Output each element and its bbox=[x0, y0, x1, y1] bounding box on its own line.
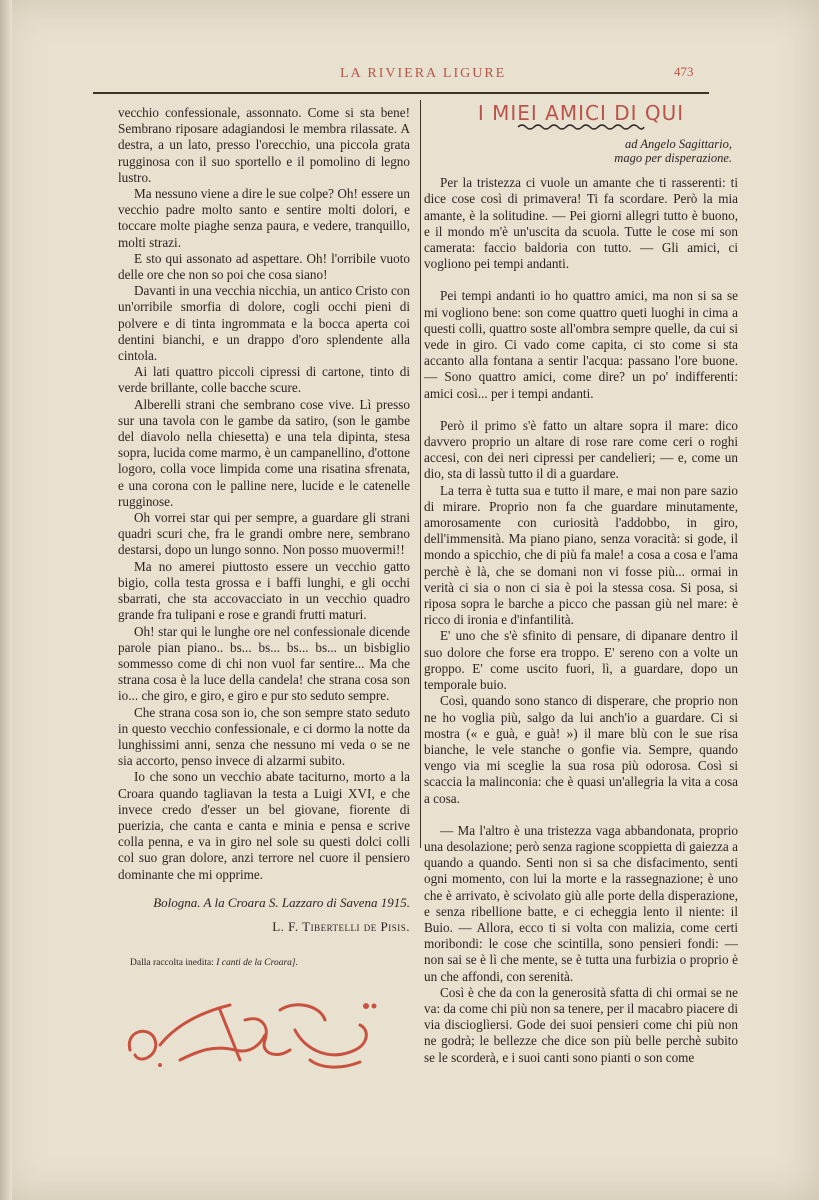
paragraph: Alberelli strani che sembrano cose vive. Lì presso sur una tavola con le gambe da satiro, (son le gambe del diavolo nella chiesetta) e una tela dipinta, stesa sopra, lucida come marmo, è un campanellino, d'ottone logoro, colla voce limpida come una risatina sfrenata, e una corona con le palline nere, lucide e le catenelle rugginose. bbox=[118, 396, 410, 509]
paragraph: Ma no amerei piuttosto essere un vecchio gatto bigio, colla testa grossa e i baffi lunghi, e gli occhi sbarrati, che sta accovacciato in un vecchio quadro grande fra tulipani e rose e grandi frutti maturi. bbox=[118, 558, 410, 623]
paragraph: Però il primo s'è fatto un altare sopra il mare: dico davvero proprio un altare di rose rare come ceri o roghi accesi, con dei neri cipressi per candelieri; — e, come un dio, sta di lassù tutto il di a guardare. bbox=[424, 417, 738, 482]
paragraph: Io che sono un vecchio abate taciturno, morto a la Croara quando tagliavan la testa a Luigi XVI, e che invece credo d'esser un bel giovane, fiorente di puerizia, che canta e canta e minia e pensa e scrive colla penna, e va in giro nel sole su questi dolci colli col suo gran dolore, anzi terrore nel cuore il pensiero dominante che mi opprime. bbox=[118, 769, 410, 882]
header-rule bbox=[93, 92, 709, 94]
paragraph: Così, quando sono stanco di disperare, che proprio non ne ho voglia più, salgo da lui anch'io a guardare. Ci si mostra (« e guà, e guà! ») il mare blù con le sue risa bianche, le vele stanche o gonfie via. Sempre, quando vengo via mi sceglie la sua rosa più odorosa. Così si scaccia la malinconia: che è quasi un'allegria la vita a cosa a cosa. bbox=[424, 693, 738, 806]
paragraph: Che strana cosa son io, che son sempre stato seduto in questo vecchio confessionale, e ci dormo la notte da lunghissimi anni, senza che nessuno mi veda o se ne sia accorto, penso invece di alzarmi subito. bbox=[118, 704, 410, 769]
paragraph: — Ma l'altro è una tristezza vaga abbandonata, proprio una desolazione; però senza ragione scoppietta di gaiezza a quando a quando. Senti non si sa che disfacimento, senti ogni momento, con lui la morte e la rassegnazione; è uno che è arrivato, è scivolato giù alle porte della disperazione, e senza ribellione batte, e ci echeggia lento il niente: il Buio. — Allora, ecco ti si volta con malizia, come certi moribondi: le cose che scintilla, sono pensieri fondi: — non sai se è lì che mente, se è tutta una furbizia o proprio è un che affondi, con serenità. bbox=[424, 822, 738, 984]
paragraph: Davanti in una vecchia nicchia, un antico Cristo con un'orribile smorfia di dolore, cogli occhi pieni di polvere e di tinta ingrommata e la bocca aperta coi dentini bianchi, e un drappo d'oro splendente alla cintola. bbox=[118, 283, 410, 364]
paragraph: Oh! star qui le lunghe ore nel confessionale dicende parole pian piano.. bs... bs... bs... bs... un bisbiglio sommesso come di chi non vuol far sentire... Ma che strana cosa è la luce della candela! che strana cosa son io... che giro, e giro, e giro e pur sto seduto sempre. bbox=[118, 623, 410, 704]
paragraph: La terra è tutta sua e tutto il mare, e mai non pare sazio di mirare. Proprio non fa che guardare minutamente, amorosamente con curiosità l'addobbo, in giro, dell'immensità. Ma piano piano, senza voracità: si gode, il mondo a spicchio, che di più fa male! a cosa a cosa e l'ama perchè è là, che se domani non vi fosse più... ormai in verità ci sia o non ci sia è poi la stessa cosa. Si posa, si riposa sopra le barche a picco che passan giù nel mare: è ricco di ironia e d'infantilità. bbox=[424, 482, 738, 628]
source-note bbox=[118, 955, 410, 971]
source-title: I canti de la Croara]. bbox=[216, 958, 298, 969]
decorative-ornament bbox=[120, 990, 380, 1080]
source-prefix: Dalla raccolta inedita: bbox=[130, 958, 214, 969]
page-edge-shadow bbox=[0, 0, 12, 1200]
paragraph: vecchio confessionale, assonnato. Come si sta bene! Sembrano riposare adagiandosi le membra rilassate. A destra, a un lato, presso l'orecchio, una piccola grata rugginosa con il suo sportello e il pomolino di legno lustro. bbox=[118, 105, 410, 185]
page-number: 473 bbox=[674, 64, 694, 79]
right-column bbox=[424, 101, 738, 1066]
paragraph: E' uno che s'è sfinito di pensare, di dipanare dentro il suo dolore che forse era troppo. E' sereno con a volte un groppo. E' come uscito fuori, lì, a guardare, dopo un temporale buio. bbox=[424, 628, 738, 693]
dedication-line: mago per disperazione. bbox=[614, 151, 732, 166]
paragraph: Pei tempi andanti io ho quattro amici, ma non si sa se mi vogliono bene: son come quattro queti luoghi in cima a questi colli, quattro soste all'ombra sempre quelle, da cui si vede in giro. Ci vado come capita, ci sto come si sta accanto alla fontana a sentir l'acqua: passano l'ore buone. — Sono quattro amici, come dire? un po' indifferenti: amici così... per i tempi andanti. bbox=[424, 288, 738, 401]
paragraph: Così è che da con la generosità sfatta di chi ormai se ne va: da come chi più non sa tenere, per il macabro piacere di via discioglìersi. Gode dei suoi pensieri come chi più non ne godrà; le bellezze che dice son più belle perchè subito se le scorderà, e i suoi canti sono pianti o son come bbox=[424, 984, 738, 1065]
paragraph: Oh vorrei star qui per sempre, a guardare gli strani quadri scuri che, fra le grandi ombre nere, sembrano destarsi, dopo un lungo sonno. Non posso muovermi!! bbox=[118, 510, 410, 558]
author-signature: L. F. Tibertelli de Pisis. bbox=[272, 918, 410, 934]
article-title: I MIEI AMICI DI QUI bbox=[477, 101, 685, 125]
paragraph: E sto qui assonato ad aspettare. Oh! l'orribile vuoto delle ore che non so poi che cosa siano! bbox=[118, 250, 410, 283]
place-date: Bologna. A la Croara S. Lazzaro di Savena 1915. bbox=[153, 894, 410, 910]
left-column bbox=[118, 105, 410, 971]
dedication bbox=[424, 137, 732, 165]
column-divider bbox=[420, 100, 421, 848]
paragraph: Per la tristezza ci vuole un amante che ti rasserenti: ti dice cose così di primavera! Ti fa scordare. Però la mia amante, è la solitudine. — Pei giorni allegri tutto è buono, e il mondo m'è un'uscita da scuola. Tutte le cose mi son camerata: faccio baldoria con tutto. — Gli amici, ci vogliono pei tempi andanti. bbox=[424, 175, 738, 272]
paragraph: Ma nessuno viene a dire le sue colpe? Oh! essere un vecchio padre molto santo e sentire molti dolori, e toccare molte piaghe senza paura, e vedere, tranquillo, molti strazi. bbox=[118, 186, 410, 250]
paragraph: Ai lati quattro piccoli cipressi di cartone, tinto di verde brillante, colle bacche scure. bbox=[118, 364, 410, 396]
running-title: LA RIVIERA LIGURE bbox=[340, 66, 507, 81]
dedication-line: ad Angelo Sagittario, bbox=[624, 137, 732, 152]
